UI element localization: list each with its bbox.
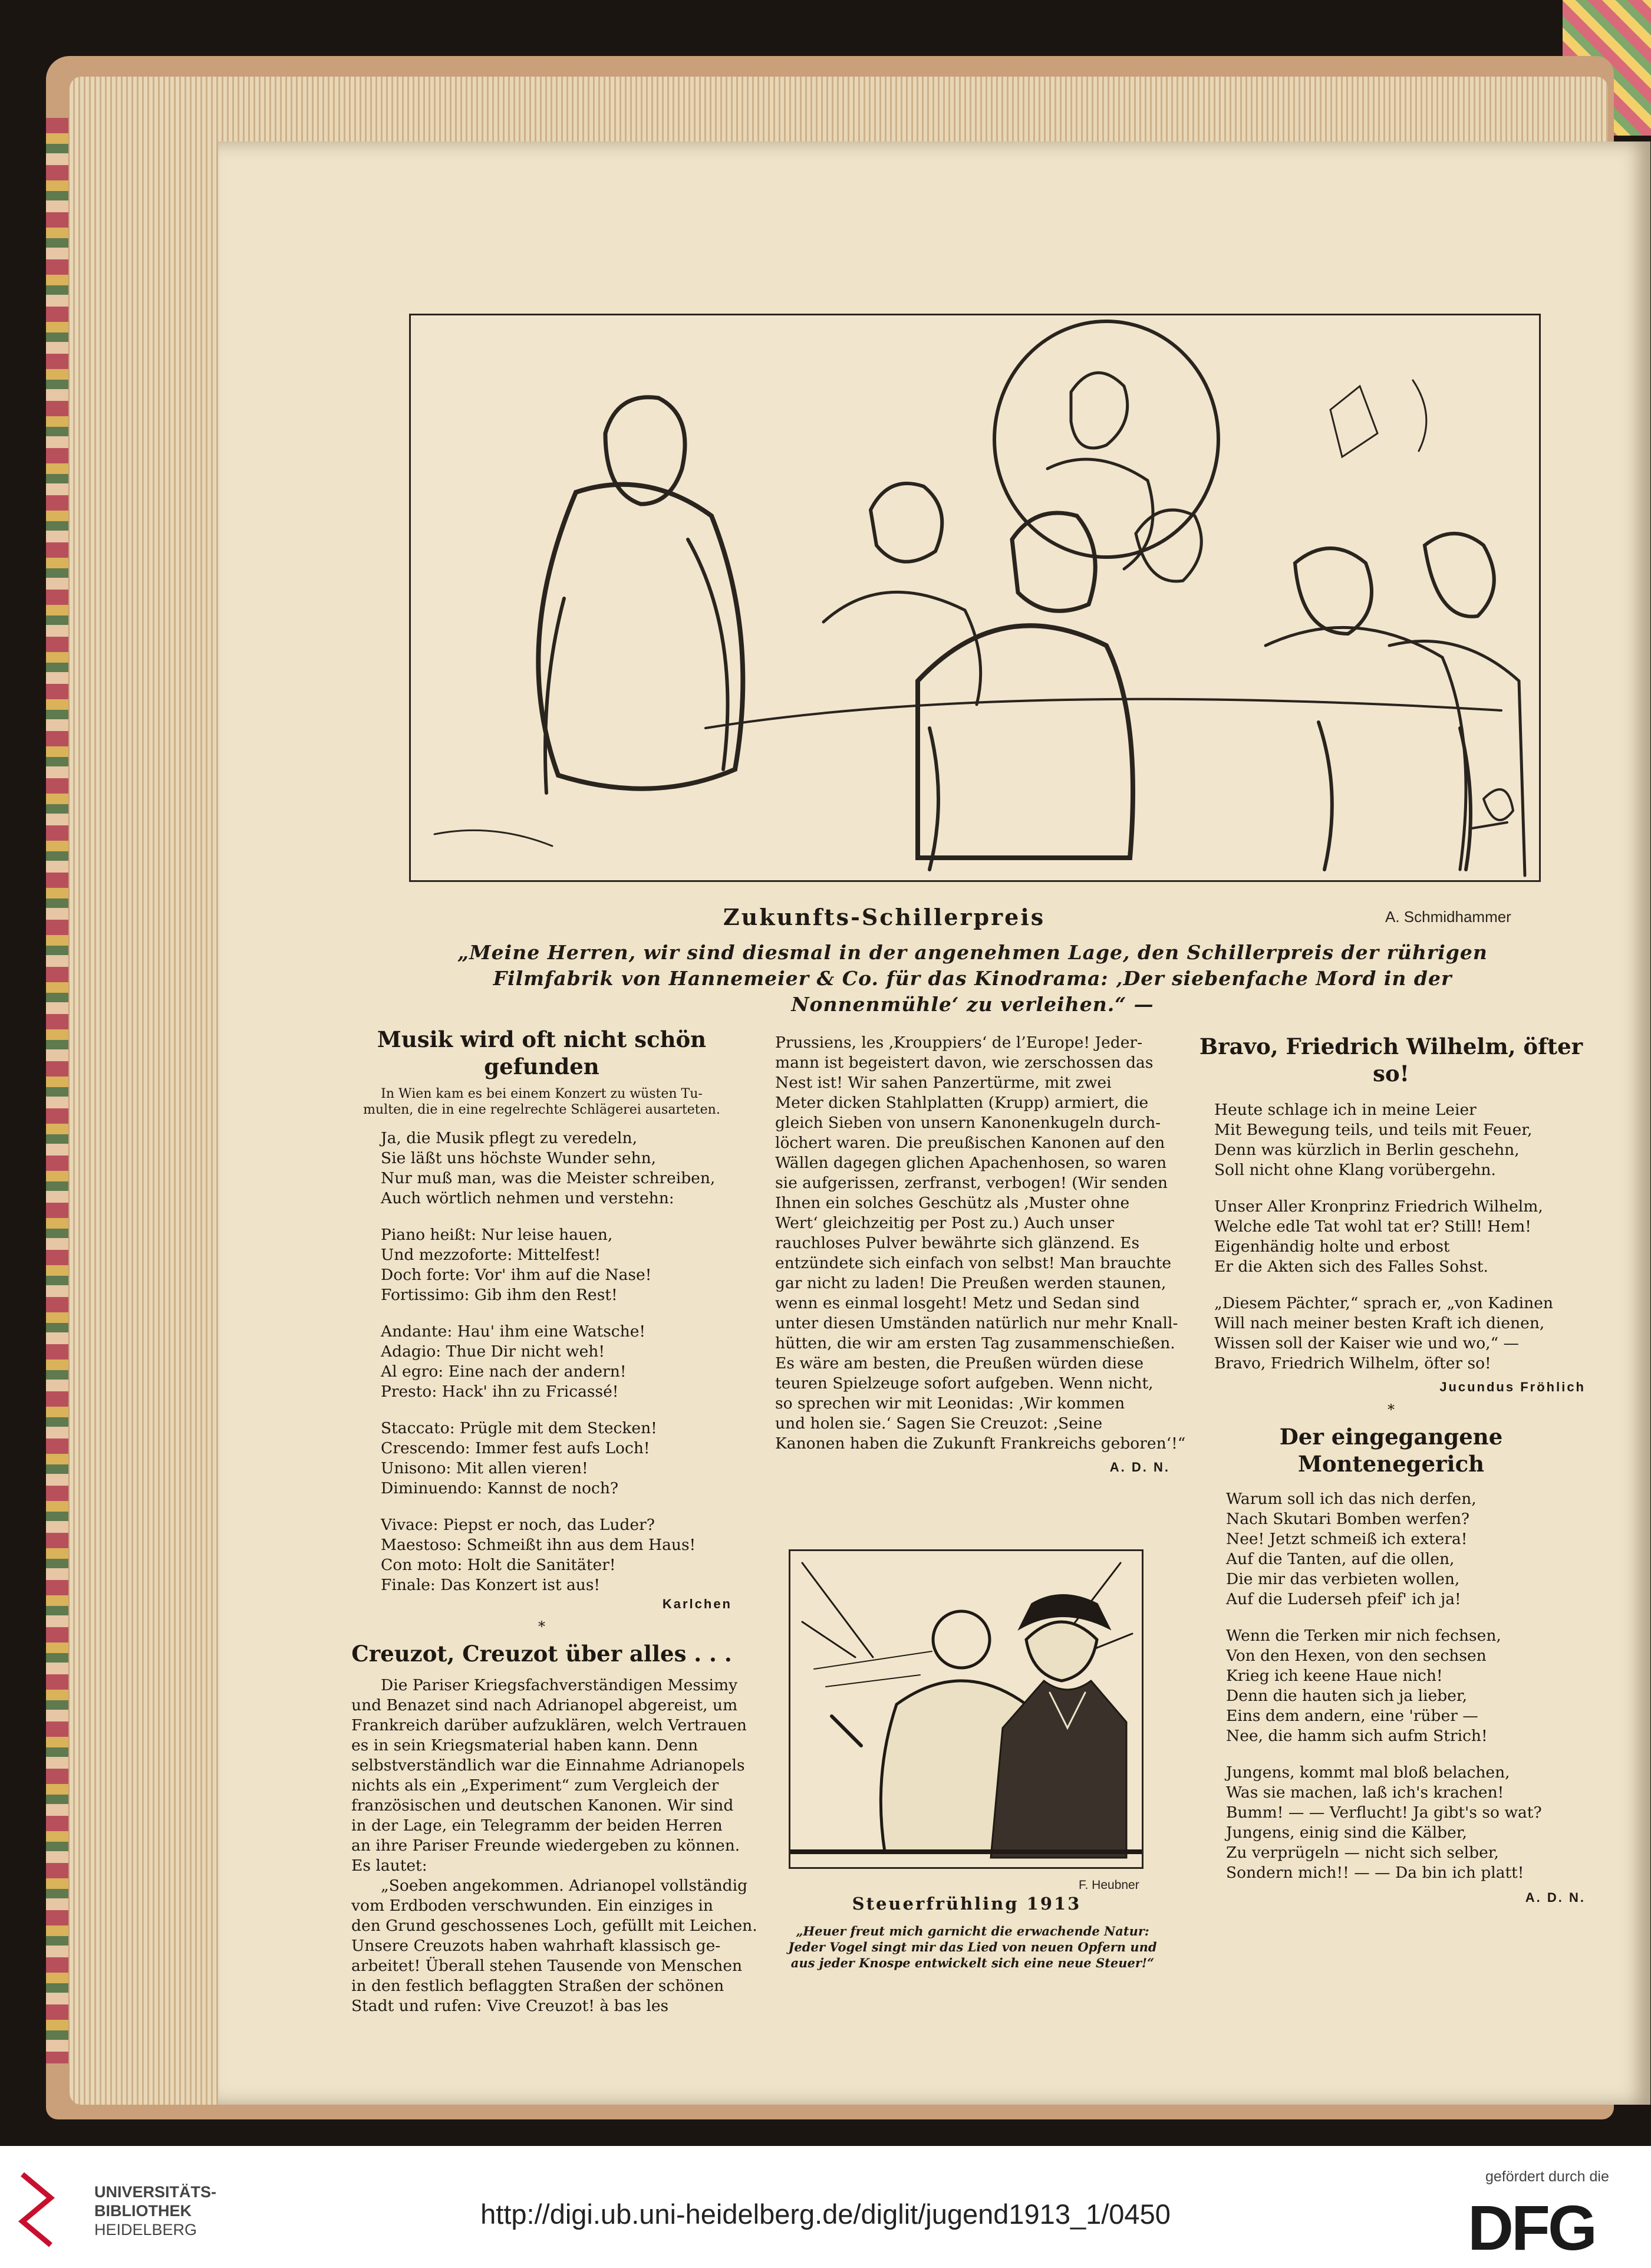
poem-stanza: Ja, die Musik pflegt zu veredeln, Sie läßt uns höchste Wunder sehn, Nur muß man, was die Meister schreiben, Auch wörtlich nehmen und verstehn:	[381, 1129, 716, 1207]
illustration-caption: „Meine Herren, wir sind diesmal in der angenehmen Lage, den Schillerpreis der rührigen Filmfabrik von Hannemeier & Co. für das Kinodrama: ‚Der siebenfache Mord in der Nonnenmühle‘ zu verleihen.“ —	[457, 941, 1488, 1016]
poem-stanza: Wenn die Terken mir nich fechsen, Von den Hexen, von den sechsen Krieg ich keene Haue nich! Denn die hauten sich ja lieber, Eins dem andern, eine 'rüber — Nee, die hamm sich aufm Strich!	[1226, 1627, 1501, 1745]
section-separator: *	[538, 1618, 545, 1635]
funded-by-label: gefördert durch die	[1485, 2168, 1609, 2185]
institution-name: UNIVERSITÄTS- BIBLIOTHEK HEIDELBERG	[94, 2183, 217, 2239]
illustration-title: Steuerfrühling 1913	[852, 1894, 1082, 1914]
column-middle	[775, 1033, 1186, 1477]
author-signature: A. D. N.	[1525, 1890, 1586, 1905]
poem-stanza: Staccato: Prügle mit dem Stecken! Crescendo: Immer fest aufs Loch! Unisono: Mit allen vieren! Diminuendo: Kannst de noch?	[381, 1419, 657, 1497]
author-signature: Karlchen	[662, 1597, 732, 1611]
illustration-artist: A. Schmidhammer	[1385, 908, 1511, 926]
poem-stanza: Piano heißt: Nur leise hauen, Und mezzoforte: Mittelfest! Doch forte: Vor' ihm auf die Nase! Fortissimo: Gib ihm den Rest!	[381, 1226, 652, 1304]
article-heading: Bravo, Friedrich Wilhelm, öfter so!	[1199, 1033, 1583, 1087]
article-intro: In Wien kam es bei einem Konzert zu wüsten Tu- multen, die in eine regelrechte Schlägerei ausarteten.	[363, 1087, 720, 1117]
poem-stanza: Andante: Hau' ihm eine Watsche! Adagio: Thue Dir nicht weh! Al egro: Eine nach der andern! Presto: Hack' ihn zu Fricassé!	[381, 1322, 646, 1401]
sketch-drawing	[790, 1551, 1142, 1867]
funder-logo: DFG	[1468, 2192, 1595, 2263]
illustration-artist: F. Heubner	[1079, 1878, 1139, 1892]
permalink-url[interactable]: http://digi.ub.uni-heidelberg.de/diglit/jugend1913_1/0450	[480, 2198, 1171, 2230]
poem-stanza: „Diesem Pächter,“ sprach er, „von Kadinen Will nach meiner besten Kraft ich dienen, Wissen soll der Kaiser wie und wo,“ — Bravo, Friedrich Wilhelm, öfter so!	[1214, 1294, 1553, 1372]
article-body: Die Pariser Kriegsfachverständigen Messimy und Benazet sind nach Adrianopel abgereist, um Frankreich darüber aufzuklären, welch Vertrauen es in sein Kriegsmaterial haben kann. Denn selbstverständlich war die Einnahme Adrianopels nichts als ein „Experiment“ zum Vergleich der französischen und deutschen Kanonen. Wir sind in der Lage, ein Telegramm der beiden Herren an ihre Pariser Freunde wiedergeben zu können. Es lautet: „Soeben angekommen. Adrianopel vollständig vom Erdboden verschwunden. Ein einziges in den Grund geschossenes Loch, gefüllt mit Leichen. Unsere Creuzots haben wahrhaft klassisch ge- arbeitet! Überall stehen Tausende von Menschen in den festlich beflaggten Straßen der schönen Stadt und rufen: Vive Creuzot! à bas les	[351, 1676, 757, 2015]
column-left	[351, 1026, 757, 2016]
article-body: Prussiens, les ‚Krouppiers‘ de l’Europe! Jeder- mann ist begeistert davon, wie zerschossen das Nest ist! Wir sahen Panzertürme, mit zwei Meter dicken Stahlplatten (Krupp) armiert, die gleich Sieben von unsern Kanonenkugeln durch- löchert waren. Die preußischen Kanonen auf den Wällen dagegen glichen Apachenhosen, so waren sie aufgerissen, zerfranst, verbogen! (Wir senden Ihnen ein solches Geschütz als ‚Muster ohne Wert‘ gleichzeitig per Post zu.) Auch unser rauchloses Pulver bewährte sich glänzend. Es entzündete sich einfach von selbst! Man brauchte gar nicht zu laden! Die Preußen werden staunen, wenn es einmal losgeht! Metz und Sedan sind unter diesen Umständen natürlich nur mehr Knall- hütten, die wir am ersten Tag zusammenschießen. Es wäre am besten, die Preußen würden diese teuren Spielzeuge sofort aufgeben. Wenn nicht, so sprechen wir mit Leonidas: ‚Wir kommen und holen sie.‘ Sagen Sie Creuzot: ‚Seine Kanonen haben die Zukunft Frankreichs geboren‘!“	[775, 1033, 1186, 1453]
sketch-drawing	[411, 315, 1539, 880]
poem-stanza: Unser Aller Kronprinz Friedrich Wilhelm, Welche edle Tat wohl tat er? Still! Hem! Eigenhändig holte und erbost Er die Akten sich des Falles Sohst.	[1214, 1197, 1543, 1276]
author-signature: Jucundus Fröhlich	[1439, 1380, 1586, 1394]
poem-stanza: Jungens, kommt mal bloß belachen, Was sie machen, laß ich's krachen! Bumm! — — Verflucht! Ja gibt's so wat? Jungens, einig sind die Kälber, Zu verprügeln — nicht sich selber, Sondern mich!! — — Da bin ich platt!	[1226, 1763, 1542, 1882]
section-separator: *	[1388, 1401, 1395, 1418]
viewer-footer	[0, 2146, 1651, 2268]
small-illustration	[789, 1549, 1143, 1869]
poem-stanza: Heute schlage ich in meine Leier Mit Bewegung teils, und teils mit Feuer, Denn was kürzlich in Berlin geschehn, Soll nicht ohne Klang vorübergehn.	[1214, 1101, 1533, 1179]
illustration-title: Zukunfts-Schillerpreis	[723, 904, 1046, 930]
poem-stanza: Vivace: Piepst er noch, das Luder? Maestoso: Schmeißt ihn aus dem Haus! Con moto: Holt die Sanitäter! Finale: Das Konzert ist aus!	[381, 1516, 696, 1594]
article-heading: Creuzot, Creuzot über alles . . .	[351, 1641, 732, 1667]
article-heading: Musik wird oft nicht schön gefunden	[377, 1026, 707, 1079]
floral-spine	[46, 118, 68, 2063]
author-signature: A. D. N.	[1109, 1460, 1170, 1474]
article-heading: Der eingegangene Montenegerich	[1279, 1424, 1503, 1477]
illustration-caption: „Heuer freut mich garnicht die erwachende Natur: Jeder Vogel singt mir das Lied von neuen Opfern und aus jeder Knospe entwickelt sich eine neue Steuer!“	[788, 1924, 1157, 1970]
poem-stanza: Warum soll ich das nich derfen, Nach Skutari Bomben werfen? Nee! Jetzt schmeiß ich extera! Auf die Tanten, auf die ollen, Die mir das verbieten wollen, Auf die Luderseh pfeif' ich ja!	[1226, 1490, 1477, 1608]
main-illustration	[409, 314, 1541, 882]
column-right	[1197, 1033, 1586, 1908]
